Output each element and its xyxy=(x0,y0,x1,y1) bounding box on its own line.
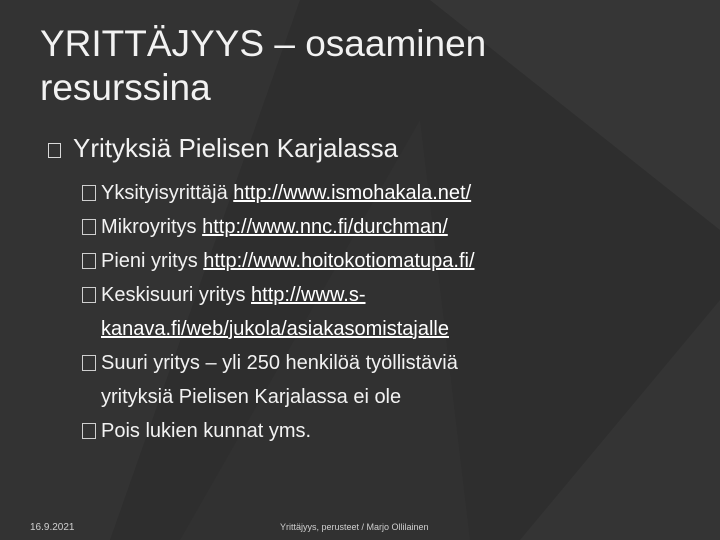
main-bullet xyxy=(48,132,398,164)
bullet-box-icon xyxy=(82,185,96,201)
item-label: Pieni yritys xyxy=(101,250,204,272)
item-label: Keskisuuri yritys xyxy=(101,284,252,306)
item-link[interactable]: http://www.hoitokotiomatupa.fi/ xyxy=(203,250,475,272)
company-list xyxy=(82,176,642,448)
item-link[interactable]: http://www.ismohakala.net/ xyxy=(233,182,472,204)
main-bullet-text: Yrityksiä Pielisen Karjalassa xyxy=(73,133,399,163)
list-item xyxy=(82,414,642,448)
bullet-box-icon xyxy=(82,423,96,439)
bullet-box-icon xyxy=(82,287,96,303)
item-link[interactable]: http://www.nnc.fi/durchman/ xyxy=(202,216,448,238)
footer-text: Yrittäjyys, perusteet / Marjo Ollilainen xyxy=(280,522,429,532)
footer-date: 16.9.2021 xyxy=(30,522,75,533)
slide-title xyxy=(40,22,680,110)
title-line-1: YRITTÄJYYS – osaaminen xyxy=(40,23,487,64)
list-item xyxy=(82,346,642,414)
item-label: Mikroyritys xyxy=(101,216,203,238)
list-item xyxy=(82,278,642,346)
list-item xyxy=(82,210,642,244)
bullet-box-icon xyxy=(82,355,96,371)
item-label-continued: yrityksiä Pielisen Karjalassa ei ole xyxy=(101,386,402,408)
item-label: Pois lukien kunnat yms. xyxy=(101,420,312,442)
item-label: Yksityisyrittäjä xyxy=(101,182,234,204)
item-link-continued[interactable]: kanava.fi/web/jukola/asiakasomistajalle xyxy=(101,318,449,340)
item-label: Suuri yritys – yli 250 henkilöä työllistäviä xyxy=(101,352,458,374)
list-item xyxy=(82,176,642,210)
bullet-box-icon xyxy=(82,219,96,235)
item-link[interactable]: http://www.s- xyxy=(251,284,366,306)
bullet-box-icon xyxy=(82,253,96,269)
list-item xyxy=(82,244,642,278)
bullet-box-icon xyxy=(48,143,61,158)
title-line-2: resurssina xyxy=(40,67,211,108)
